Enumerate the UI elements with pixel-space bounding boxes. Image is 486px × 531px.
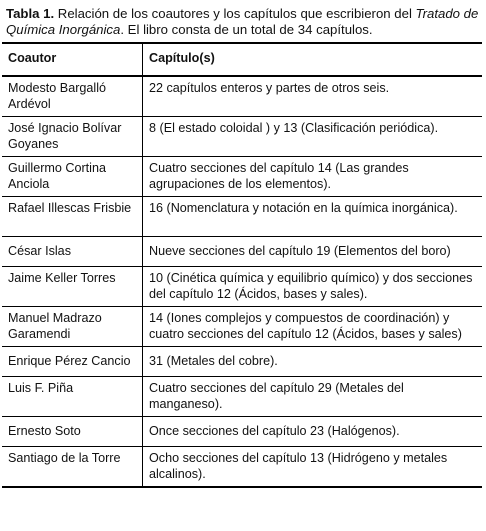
cell-coautor: Ernesto Soto bbox=[2, 417, 143, 447]
table-row bbox=[2, 307, 482, 347]
cell-coautor: Santiago de la Torre bbox=[2, 447, 143, 488]
cell-capitulos: Ocho secciones del capítulo 13 (Hidrógeno y metales alcalinos). bbox=[143, 447, 483, 488]
table-row bbox=[2, 417, 482, 447]
header-capitulos: Capítulo(s) bbox=[143, 43, 483, 76]
cell-capitulos: 16 (Nomenclatura y notación en la química inorgánica). bbox=[143, 197, 483, 237]
cell-capitulos: Once secciones del capítulo 23 (Halógenos). bbox=[143, 417, 483, 447]
cell-coautor: José Ignacio Bolívar Goyanes bbox=[2, 117, 143, 157]
cell-capitulos: 22 capítulos enteros y partes de otros seis. bbox=[143, 76, 483, 117]
cell-coautor: Jaime Keller Torres bbox=[2, 267, 143, 307]
cell-capitulos: 14 (Iones complejos y compuestos de coordinación) y cuatro secciones del capítulo 12 (Ácidos, bases y sales) bbox=[143, 307, 483, 347]
table-row bbox=[2, 157, 482, 197]
table-row bbox=[2, 377, 482, 417]
cell-coautor: César Islas bbox=[2, 237, 143, 267]
table-row bbox=[2, 197, 482, 237]
cell-coautor: Modesto Bargalló Ardévol bbox=[2, 76, 143, 117]
cell-capitulos: 10 (Cinética química y equilibrio químico) y dos secciones del capítulo 12 (Ácidos, bases y sales). bbox=[143, 267, 483, 307]
table-row bbox=[2, 76, 482, 117]
cell-capitulos: Nueve secciones del capítulo 19 (Elementos del boro) bbox=[143, 237, 483, 267]
cell-capitulos: Cuatro secciones del capítulo 14 (Las grandes agrupaciones de los elementos). bbox=[143, 157, 483, 197]
coauthors-table bbox=[2, 42, 482, 488]
cell-capitulos: 31 (Metales del cobre). bbox=[143, 347, 483, 377]
caption-book-title: Tratado de Química Inorgánica bbox=[6, 6, 479, 37]
table-caption bbox=[6, 6, 480, 38]
table-row bbox=[2, 447, 482, 488]
cell-coautor: Rafael Illescas Frisbie bbox=[2, 197, 143, 237]
caption-text-end: . El libro consta de un total de 34 capítulos. bbox=[120, 22, 373, 37]
header-coautor: Coautor bbox=[2, 43, 143, 76]
cell-coautor: Enrique Pérez Cancio bbox=[2, 347, 143, 377]
cell-capitulos: Cuatro secciones del capítulo 29 (Metales del manganeso). bbox=[143, 377, 483, 417]
cell-capitulos: 8 (El estado coloidal ) y 13 (Clasificación periódica). bbox=[143, 117, 483, 157]
table-row bbox=[2, 267, 482, 307]
caption-text: Relación de los coautores y los capítulos que escribieron del bbox=[54, 6, 416, 21]
cell-coautor: Guillermo Cortina Anciola bbox=[2, 157, 143, 197]
caption-label: Tabla 1. bbox=[6, 6, 55, 21]
cell-coautor: Manuel Madrazo Garamendi bbox=[2, 307, 143, 347]
table-row bbox=[2, 117, 482, 157]
table-row bbox=[2, 347, 482, 377]
cell-coautor: Luis F. Piña bbox=[2, 377, 143, 417]
table-row bbox=[2, 237, 482, 267]
table-header-row bbox=[2, 43, 482, 76]
